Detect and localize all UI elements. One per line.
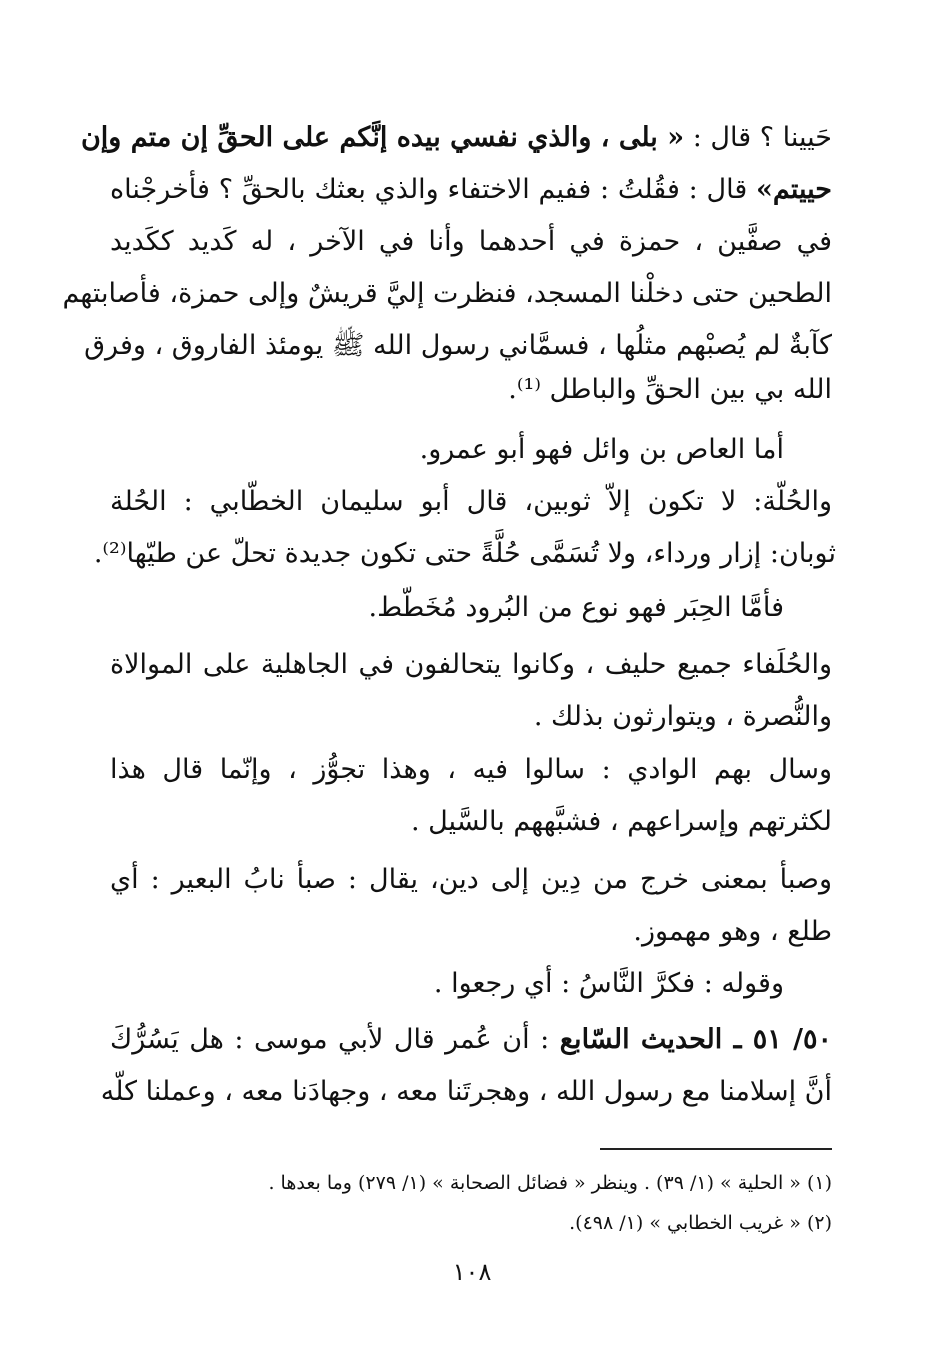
hadith-heading: ٥٠/ ٥١ ـ الحديث السّابع bbox=[559, 1024, 832, 1055]
text-line-17: وقوله : فكرَّ النَّاسُ : أي رجعوا . bbox=[433, 968, 784, 999]
text-line-4: الطحين حتى دخلْنا المسجد، فنظرت إليَّ قريشٌ وإلى حمزة، فأصابتهم bbox=[62, 278, 832, 309]
line-1-plain: حَيينا ؟ قال : bbox=[692, 122, 832, 153]
text-line-9: ثوبان: إزار ورداء، ولا تُسَمَّى حُلَّةً حتى تكون جديدة تحلّ عن طيّها⁽²⁾. bbox=[93, 538, 836, 569]
footnote-divider bbox=[600, 1148, 832, 1150]
text-line-13: وسال بهم الوادي : سالوا فيه ، وهذا تجوُّز ، وإنّما قال هذا bbox=[110, 754, 832, 785]
text-line-11: والحُلَفاء جميع حليف ، وكانوا يتحالفون في الجاهلية على الموالاة bbox=[110, 649, 832, 680]
text-line-14: لكثرتهم وإسراعهم ، فشبَّههم بالسَّيل . bbox=[410, 806, 832, 837]
text-line-1 bbox=[80, 118, 832, 158]
footnote-2: (٢) « غريب الخطابي » (١/ ٤٩٨). bbox=[569, 1212, 832, 1234]
line-1-bold: « بلى ، والذي نفسي بيده إنَّكم على الحقِّ إن متم وإن bbox=[80, 122, 685, 153]
text-line-12: والنُّصرة ، ويتوارثون بذلك . bbox=[533, 701, 832, 732]
line-2-plain: قال : فقُلتُ : ففيم الاختفاء والذي بعثك بالحقِّ ؟ فأخرجْناه bbox=[110, 174, 748, 205]
text-line-18 bbox=[110, 1020, 832, 1060]
line-2-bold: حييتم» bbox=[756, 174, 832, 205]
text-line-7: أما العاص بن وائل فهو أبو عمرو. bbox=[419, 434, 784, 465]
text-line-2 bbox=[110, 170, 832, 210]
text-line-5: كآبةٌ لم يُصبْهم مثلُها ، فسمَّاني رسول الله ﷺ يومئذ الفاروق ، وفرق bbox=[84, 330, 832, 361]
text-line-15: وصبأ بمعنى خرج من دِين إلى دين، يقال : صبأ نابُ البعير : أي bbox=[110, 864, 832, 895]
page-number: ١٠٨ bbox=[452, 1258, 492, 1286]
text-line-16: طلع ، وهو مهموز. bbox=[633, 916, 832, 947]
text-line-8: والحُلّة: لا تكون إلاّ ثوبين، قال أبو سليمان الخطّابي : الحُلة bbox=[110, 486, 832, 517]
text-line-10: فأمَّا الحِبَر فهو نوع من البُرود مُخَطّط. bbox=[368, 592, 784, 623]
text-line-19: أنَّ إسلامنا مع رسول الله ، وهجرتَنا معه ، وجهادَنا معه ، وعملنا كلّه bbox=[100, 1076, 832, 1107]
text-line-6: الله بي بين الحقِّ والباطل ⁽¹⁾. bbox=[508, 374, 832, 405]
text-line-3: في صفَّين ، حمزة في أحدهما وأنا في الآخر ، له كَديد ككَديد bbox=[110, 226, 832, 257]
footnote-1: (١) « الحلية » (١/ ٣٩) . وينظر « فضائل الصحابة » (١/ ٢٧٩) وما بعدها . bbox=[268, 1172, 832, 1194]
line-18-plain: : أن عُمر قال لأبي موسى : هل يَسُرُّكَ bbox=[110, 1024, 550, 1055]
